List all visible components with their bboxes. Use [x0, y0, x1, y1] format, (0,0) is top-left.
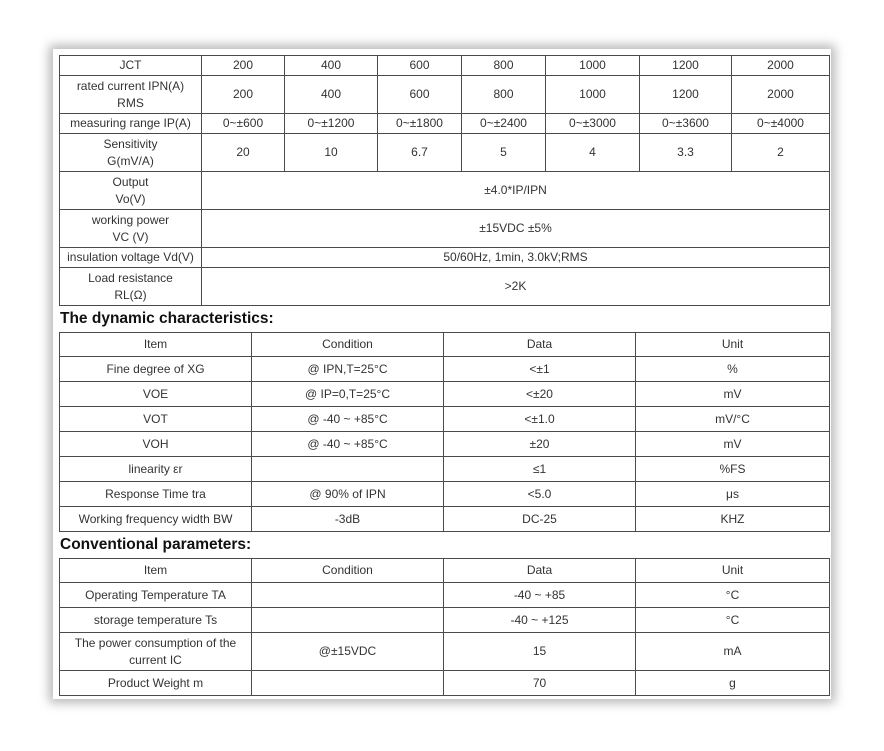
data-cell: -40 ~ +85	[444, 583, 636, 608]
table-header-row	[60, 333, 830, 357]
table-row	[60, 407, 830, 432]
condition-cell: @ -40 ~ +85°C	[252, 432, 444, 457]
item-cell: linearity εr	[60, 457, 252, 482]
column-header: Unit	[636, 559, 830, 583]
model-value: 2000	[732, 56, 830, 76]
rated-current-value: 1000	[546, 76, 640, 114]
table-row	[60, 268, 830, 306]
condition-cell: @ IPN,T=25°C	[252, 357, 444, 382]
item-cell: Operating Temperature TA	[60, 583, 252, 608]
spec-sheet-content	[59, 55, 829, 696]
sensitivity-value: 5	[462, 134, 546, 172]
measuring-range-value: 0~±2400	[462, 114, 546, 134]
item-cell: Product Weight m	[60, 671, 252, 696]
sensitivity-label: Sensitivity G(mV/A)	[60, 134, 202, 172]
rated-current-value: 600	[378, 76, 462, 114]
table-row	[60, 210, 830, 248]
measuring-range-value: 0~±3000	[546, 114, 640, 134]
model-label: JCT	[60, 56, 202, 76]
load-resistance-value: >2K	[202, 268, 830, 306]
unit-cell: %	[636, 357, 830, 382]
table-row	[60, 56, 830, 76]
working-power-value: ±15VDC ±5%	[202, 210, 830, 248]
model-value: 1000	[546, 56, 640, 76]
unit-cell: μs	[636, 482, 830, 507]
condition-cell: @ -40 ~ +85°C	[252, 407, 444, 432]
unit-cell: mV	[636, 432, 830, 457]
condition-cell	[252, 671, 444, 696]
condition-cell	[252, 457, 444, 482]
table-row	[60, 382, 830, 407]
condition-cell	[252, 608, 444, 633]
model-value: 800	[462, 56, 546, 76]
measuring-range-value: 0~±600	[202, 114, 285, 134]
table-row	[60, 457, 830, 482]
data-cell: <±20	[444, 382, 636, 407]
item-cell: VOT	[60, 407, 252, 432]
condition-cell: @±15VDC	[252, 633, 444, 671]
specification-table	[59, 55, 830, 306]
insulation-voltage-value: 50/60Hz, 1min, 3.0kV;RMS	[202, 248, 830, 268]
rated-current-value: 200	[202, 76, 285, 114]
output-label: Output Vo(V)	[60, 172, 202, 210]
unit-cell: °C	[636, 583, 830, 608]
data-cell: <±1	[444, 357, 636, 382]
measuring-range-value: 0~±1800	[378, 114, 462, 134]
table-row	[60, 134, 830, 172]
measuring-range-label: measuring range IP(A)	[60, 114, 202, 134]
table-row	[60, 357, 830, 382]
model-value: 400	[285, 56, 378, 76]
column-header: Item	[60, 559, 252, 583]
unit-cell: mV	[636, 382, 830, 407]
table-row	[60, 432, 830, 457]
table-row	[60, 172, 830, 210]
item-cell: VOH	[60, 432, 252, 457]
sensitivity-value: 2	[732, 134, 830, 172]
condition-cell	[252, 583, 444, 608]
output-value: ±4.0*IP/IPN	[202, 172, 830, 210]
data-cell: <±1.0	[444, 407, 636, 432]
unit-cell: g	[636, 671, 830, 696]
measuring-range-value: 0~±3600	[640, 114, 732, 134]
rated-current-value: 2000	[732, 76, 830, 114]
rated-current-value: 400	[285, 76, 378, 114]
data-cell: ≤1	[444, 457, 636, 482]
item-cell: Working frequency width BW	[60, 507, 252, 532]
rated-current-value: 800	[462, 76, 546, 114]
sensitivity-value: 4	[546, 134, 640, 172]
model-value: 200	[202, 56, 285, 76]
condition-cell: @ IP=0,T=25°C	[252, 382, 444, 407]
dynamic-section-title: The dynamic characteristics:	[60, 310, 274, 327]
table-row	[60, 583, 830, 608]
item-cell: Response Time tra	[60, 482, 252, 507]
load-resistance-label: Load resistance RL(Ω)	[60, 268, 202, 306]
item-cell: VOE	[60, 382, 252, 407]
model-value: 1200	[640, 56, 732, 76]
insulation-voltage-label: insulation voltage Vd(V)	[60, 248, 202, 268]
table-row	[60, 482, 830, 507]
measuring-range-value: 0~±4000	[732, 114, 830, 134]
unit-cell: KHZ	[636, 507, 830, 532]
column-header: Item	[60, 333, 252, 357]
unit-cell: mA	[636, 633, 830, 671]
data-cell: <5.0	[444, 482, 636, 507]
column-header: Condition	[252, 559, 444, 583]
column-header: Data	[444, 559, 636, 583]
unit-cell: %FS	[636, 457, 830, 482]
column-header: Condition	[252, 333, 444, 357]
conventional-section-title: Conventional parameters:	[60, 536, 252, 553]
model-value: 600	[378, 56, 462, 76]
unit-cell: °C	[636, 608, 830, 633]
table-row	[60, 248, 830, 268]
column-header: Data	[444, 333, 636, 357]
sensitivity-value: 10	[285, 134, 378, 172]
table-header-row	[60, 559, 830, 583]
conventional-parameters-table	[59, 558, 830, 696]
item-cell: storage temperature Ts	[60, 608, 252, 633]
dynamic-characteristics-table	[59, 332, 830, 532]
rated-current-value: 1200	[640, 76, 732, 114]
data-cell: DC-25	[444, 507, 636, 532]
table-row	[60, 671, 830, 696]
table-row	[60, 608, 830, 633]
table-row	[60, 507, 830, 532]
table-row	[60, 76, 830, 114]
data-cell: ±20	[444, 432, 636, 457]
column-header: Unit	[636, 333, 830, 357]
condition-cell: @ 90% of IPN	[252, 482, 444, 507]
spec-sheet	[53, 49, 831, 699]
data-cell: 15	[444, 633, 636, 671]
item-cell: The power consumption of the current IC	[60, 633, 252, 671]
condition-cell: -3dB	[252, 507, 444, 532]
sensitivity-value: 3.3	[640, 134, 732, 172]
table-row	[60, 633, 830, 671]
data-cell: -40 ~ +125	[444, 608, 636, 633]
sensitivity-value: 6.7	[378, 134, 462, 172]
working-power-label: working power VC (V)	[60, 210, 202, 248]
unit-cell: mV/°C	[636, 407, 830, 432]
data-cell: 70	[444, 671, 636, 696]
measuring-range-value: 0~±1200	[285, 114, 378, 134]
table-row	[60, 114, 830, 134]
sensitivity-value: 20	[202, 134, 285, 172]
rated-current-label: rated current IPN(A) RMS	[60, 76, 202, 114]
item-cell: Fine degree of XG	[60, 357, 252, 382]
